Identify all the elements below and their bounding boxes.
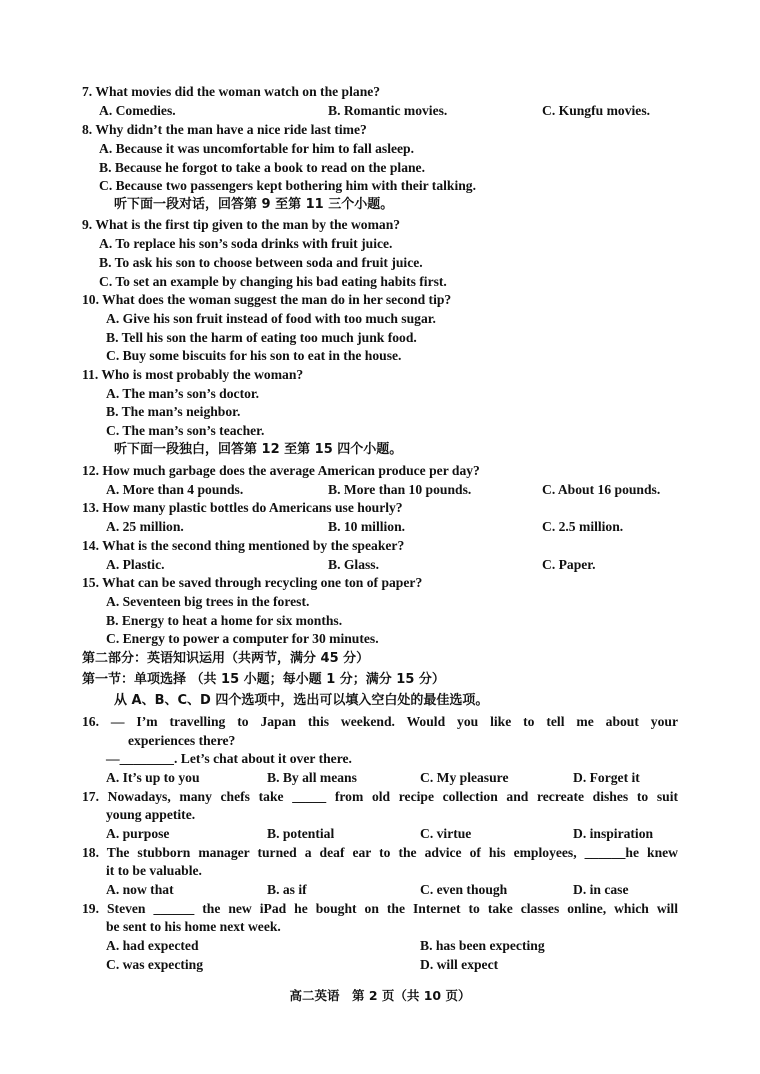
question-11-stem: 11. Who is most probably the woman?	[82, 367, 304, 382]
question-8-stem: 8. Why didn’t the man have a nice ride last time?	[82, 122, 367, 137]
question-7-option-c: C. Kungfu movies.	[542, 103, 651, 118]
section-1-instruction: 从 A、B、C、D 四个选项中，选出可以填入空白处的最佳选项。	[114, 693, 489, 708]
question-14-option-b: B. Glass.	[328, 557, 379, 572]
question-16-stem-line-2: experiences there?	[128, 733, 236, 748]
question-8-option-c: C. Because two passengers kept bothering him with their talking.	[99, 178, 476, 193]
question-9-stem: 9. What is the first tip given to the man by the woman?	[82, 217, 401, 232]
question-12-option-c: C. About 16 pounds.	[542, 482, 661, 497]
question-7-option-b: B. Romantic movies.	[328, 103, 448, 118]
question-10-option-a: A. Give his son fruit instead of food with too much sugar.	[106, 311, 436, 326]
question-15-stem: 15. What can be saved through recycling one ton of paper?	[82, 575, 423, 590]
question-16-stem-line-1: 16. — I’m travelling to Japan this weekend. Would you like to tell me about your	[82, 714, 678, 729]
question-17-option-c: C. virtue	[420, 826, 472, 841]
question-17-option-a: A. purpose	[106, 826, 170, 841]
part-2-title: 第二部分：英语知识运用（共两节，满分 45 分）	[82, 651, 370, 666]
question-14-stem: 14. What is the second thing mentioned by the speaker?	[82, 538, 405, 553]
question-19-stem-line-1: 19. Steven ______ the new iPad he bought on the Internet to take classes online, which will	[82, 901, 678, 916]
question-8-option-b: B. Because he forgot to take a book to read on the plane.	[99, 160, 425, 175]
question-15-option-c: C. Energy to power a computer for 30 minutes.	[106, 631, 379, 646]
instruction-12-15: 听下面一段独白，回答第 12 至第 15 四个小题。	[114, 442, 403, 457]
question-18-option-a: A. now that	[106, 882, 174, 897]
question-8-option-a: A. Because it was uncomfortable for him to fall asleep.	[99, 141, 415, 156]
question-18-option-d: D. in case	[573, 882, 629, 897]
question-7-stem: 7. What movies did the woman watch on the plane?	[82, 84, 381, 99]
question-11-option-b: B. The man’s neighbor.	[106, 404, 241, 419]
question-16-option-b: B. By all means	[267, 770, 357, 785]
question-14-option-c: C. Paper.	[542, 557, 596, 572]
question-7-option-a: A. Comedies.	[99, 103, 176, 118]
question-19-option-b: B. has been expecting	[420, 938, 545, 953]
question-16-option-a: A. It’s up to you	[106, 770, 200, 785]
question-13-option-b: B. 10 million.	[328, 519, 406, 534]
question-17-stem-line-2: young appetite.	[106, 807, 196, 822]
page-footer: 高二英语 第 2 页（共 10 页）	[289, 988, 471, 1003]
question-10-option-c: C. Buy some biscuits for his son to eat in the house.	[106, 348, 402, 363]
instruction-9-11: 听下面一段对话，回答第 9 至第 11 三个小题。	[114, 197, 394, 212]
question-17-option-d: D. inspiration	[573, 826, 654, 841]
question-10-option-b: B. Tell his son the harm of eating too much junk food.	[106, 330, 417, 345]
question-13-option-c: C. 2.5 million.	[542, 519, 624, 534]
question-19-option-a: A. had expected	[106, 938, 199, 953]
question-16-option-c: C. My pleasure	[420, 770, 509, 785]
question-17-option-b: B. potential	[267, 826, 335, 841]
question-12-option-a: A. More than 4 pounds.	[106, 482, 244, 497]
question-11-option-c: C. The man’s son’s teacher.	[106, 423, 265, 438]
question-14-option-a: A. Plastic.	[106, 557, 165, 572]
question-12-stem: 12. How much garbage does the average American produce per day?	[82, 463, 480, 478]
question-11-option-a: A. The man’s son’s doctor.	[106, 386, 260, 401]
question-12-option-b: B. More than 10 pounds.	[328, 482, 472, 497]
question-16-option-d: D. Forget it	[573, 770, 640, 785]
question-13-option-a: A. 25 million.	[106, 519, 184, 534]
question-18-stem-line-2: it to be valuable.	[106, 863, 202, 878]
question-15-option-a: A. Seventeen big trees in the forest.	[106, 594, 310, 609]
question-18-stem-line-1: 18. The stubborn manager turned a deaf ear to the advice of his employees, ______he knew	[82, 845, 678, 860]
section-1-title: 第一节：单项选择 （共 15 小题；每小题 1 分；满分 15 分）	[82, 672, 445, 687]
question-19-option-d: D. will expect	[420, 957, 499, 972]
question-9-option-c: C. To set an example by changing his bad eating habits first.	[99, 274, 447, 289]
question-9-option-b: B. To ask his son to choose between soda and fruit juice.	[99, 255, 423, 270]
question-15-option-b: B. Energy to heat a home for six months.	[106, 613, 343, 628]
question-18-option-b: B. as if	[267, 882, 307, 897]
question-17-stem-line-1: 17. Nowadays, many chefs take _____ from old recipe collection and recreate dishes to suit	[82, 789, 678, 804]
question-19-stem-line-2: be sent to his home next week.	[106, 919, 281, 934]
question-13-stem: 13. How many plastic bottles do Americans use hourly?	[82, 500, 403, 515]
question-19-option-c: C. was expecting	[106, 957, 204, 972]
question-10-stem: 10. What does the woman suggest the man do in her second tip?	[82, 292, 452, 307]
question-16-reply: —________. Let’s chat about it over there.	[106, 751, 352, 766]
question-9-option-a: A. To replace his son’s soda drinks with fruit juice.	[99, 236, 393, 251]
question-18-option-c: C. even though	[420, 882, 508, 897]
